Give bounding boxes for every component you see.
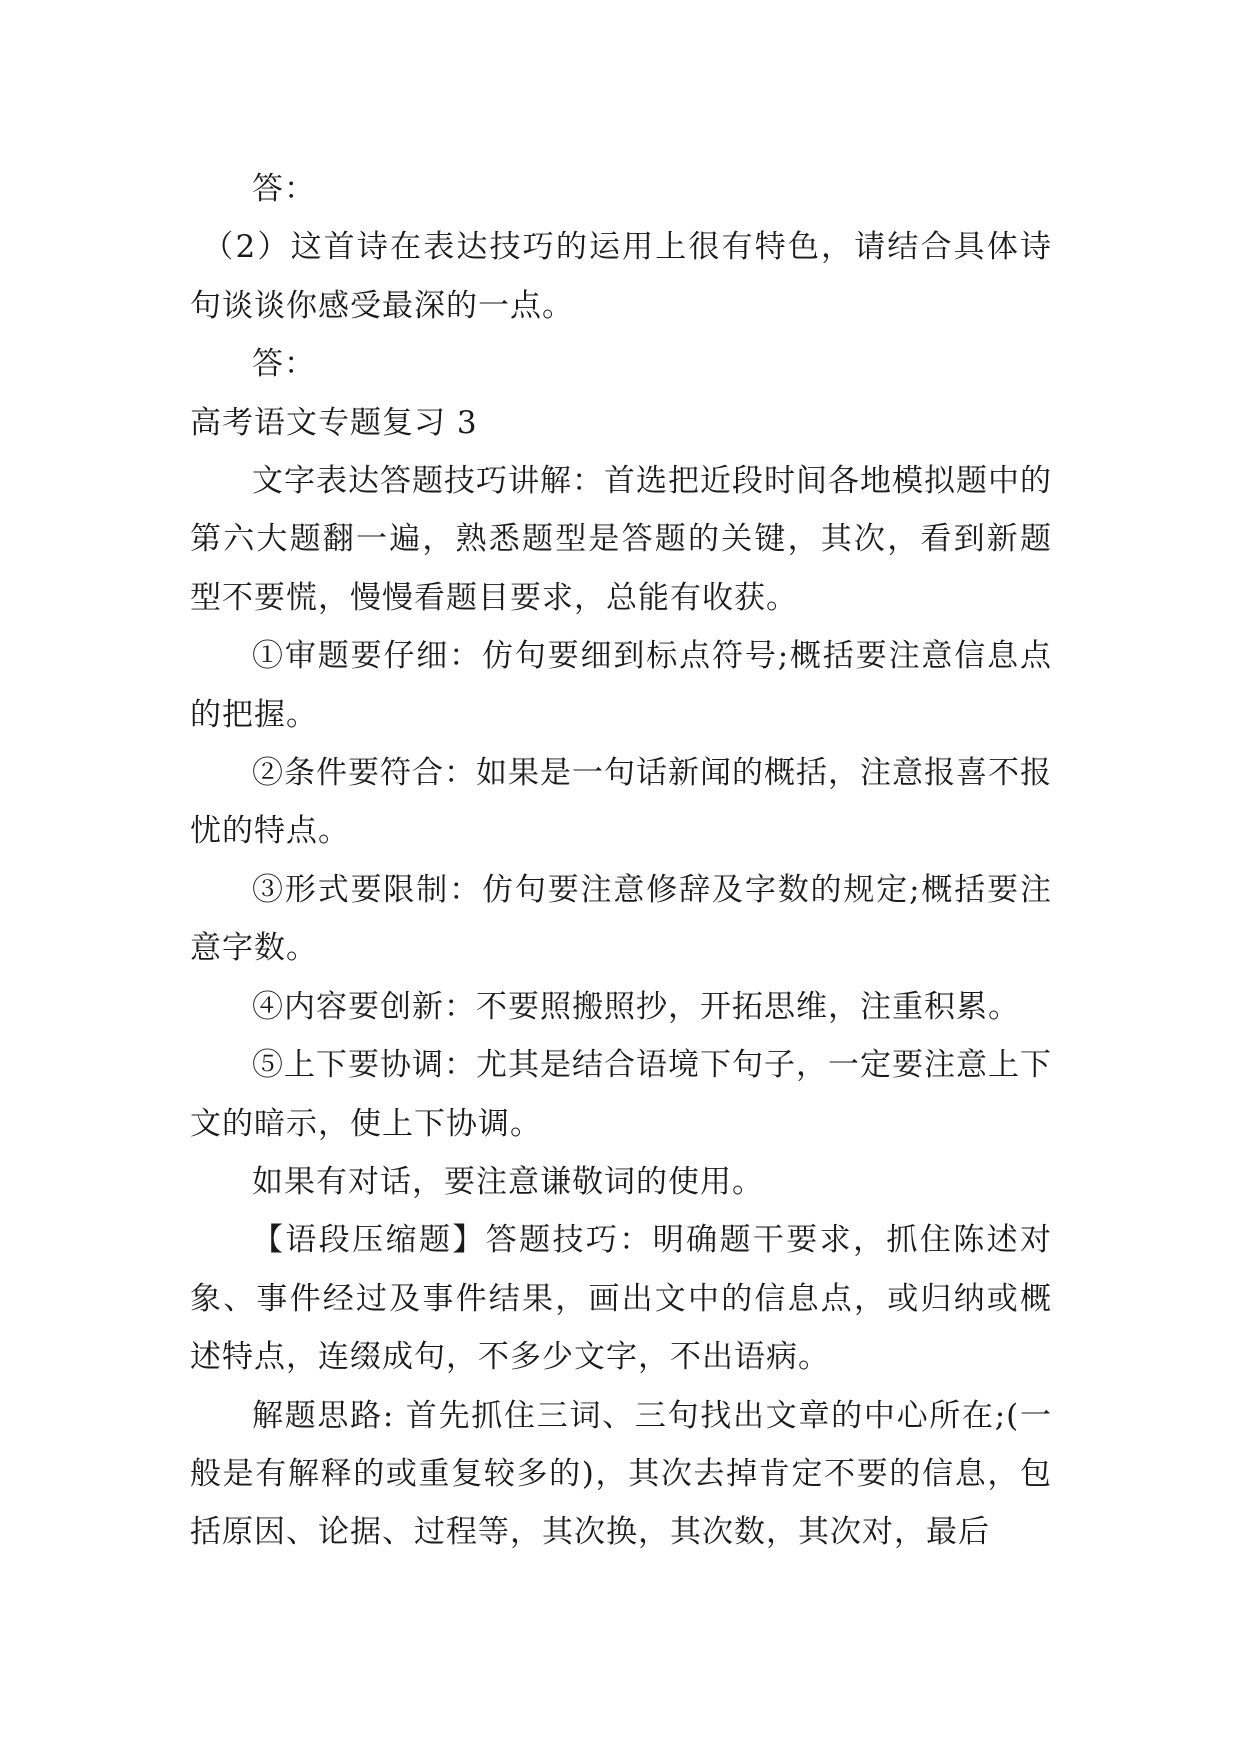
tip-item-3: ③形式要限制：仿句要注意修辞及字数的规定;概括要注意字数。 xyxy=(190,871,1052,967)
answer-label: 答： xyxy=(252,346,316,383)
tip-item-2: ②条件要符合：如果是一句话新闻的概括，注意报喜不报忧的特点。 xyxy=(190,755,1052,850)
body-paragraph: 解题思路: 首先抓住三词、三句找出文章的中心所在;(一般是有解释的或重复较多的)，其次去掉肯定不要的信息，包括原因、论据、过程等，其次换，其次数，其次对，最后 xyxy=(190,1397,1052,1551)
body-paragraph: 【语段压缩题】答题技巧：明确题干要求，抓住陈述对象、事件经过及事件结果，画出文中的信息点，或归纳或概述特点，连缀成句，不多少文字，不出语病。 xyxy=(190,1222,1052,1376)
document-body xyxy=(190,160,1052,1562)
answer-label: 答： xyxy=(252,171,316,207)
question-paragraph: （2）这首诗在表达技巧的运用上很有特色，请结合具体诗句谈谈你感受最深的一点。 xyxy=(190,229,1052,324)
body-paragraph: 如果有对话，要注意谦敬词的使用。 xyxy=(252,1163,764,1200)
tip-item-5: ⑤上下要协调：尤其是结合语境下句子，一定要注意上下文的暗示，使上下协调。 xyxy=(190,1047,1052,1142)
tip-item-1: ①审题要仔细：仿句要细到标点符号;概括要注意信息点的把握。 xyxy=(190,638,1052,733)
tip-item-4: ④内容要创新：不要照搬照抄，开拓思维，注重积累。 xyxy=(252,988,1020,1025)
section-heading: 高考语文专题复习 3 xyxy=(190,404,478,441)
body-paragraph: 文字表达答题技巧讲解：首选把近段时间各地模拟题中的第六大题翻一遍，熟悉题型是答题的关键，其次，看到新题型不要慌，慢慢看题目要求，总能有收获。 xyxy=(190,463,1052,616)
